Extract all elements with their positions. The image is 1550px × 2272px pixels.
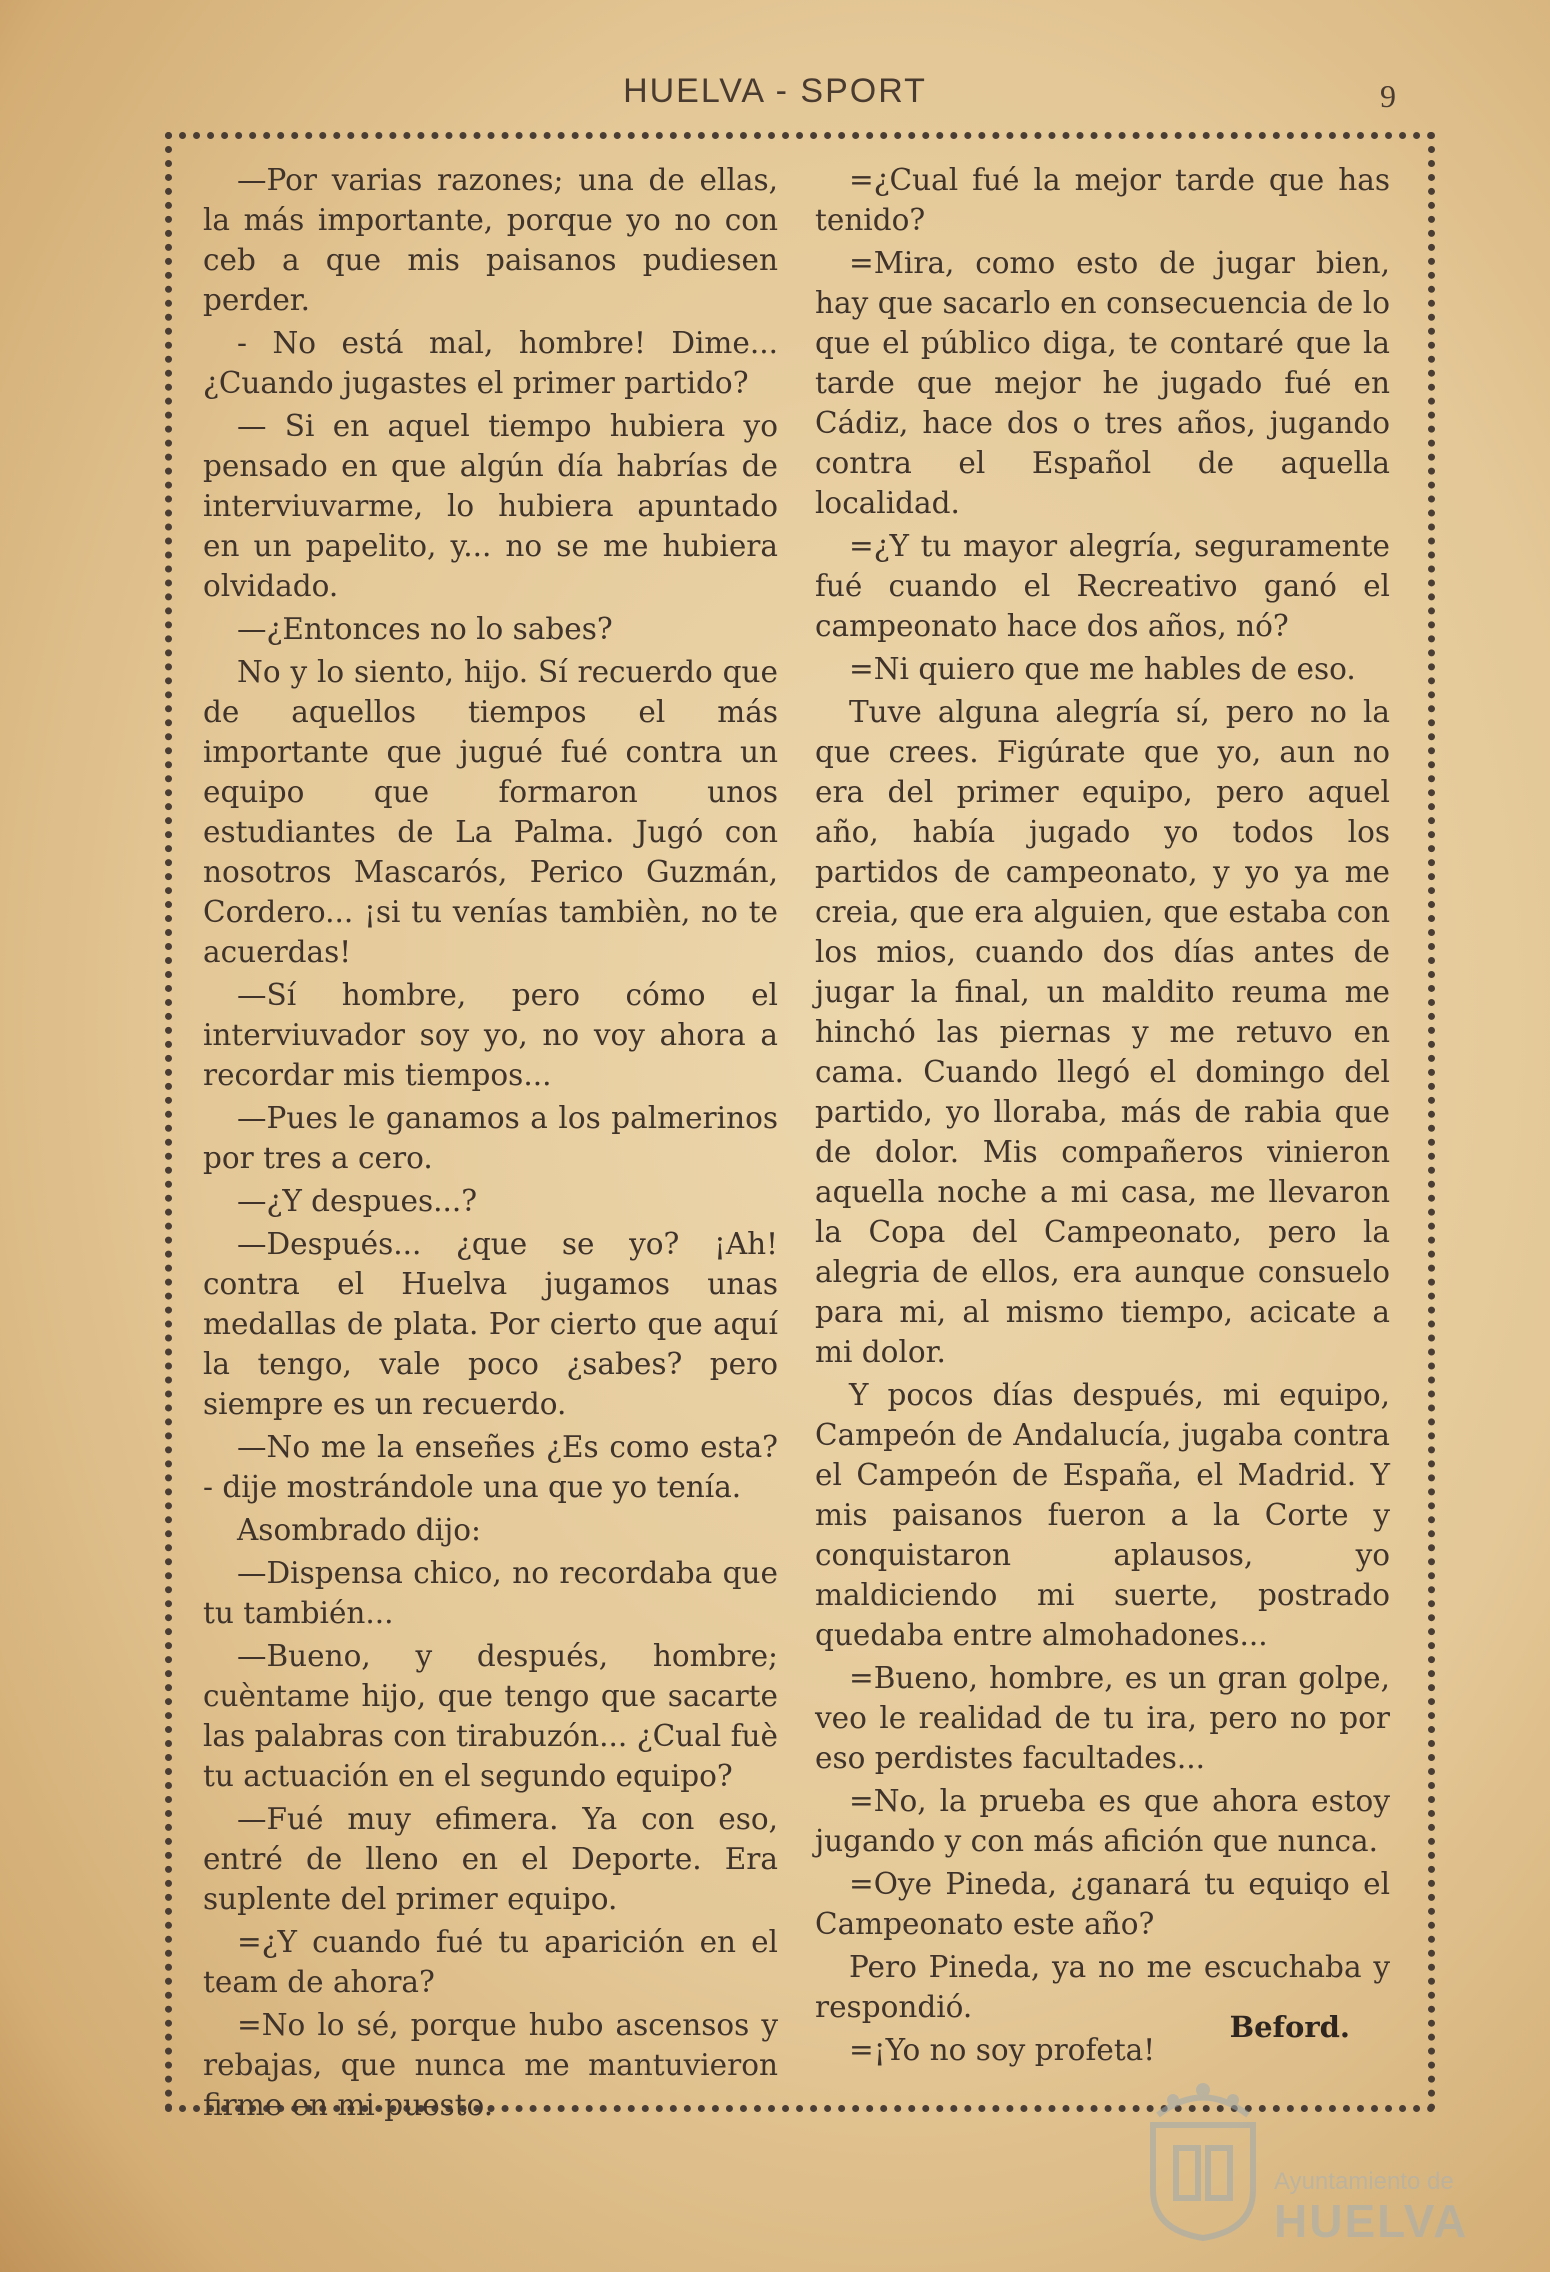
paragraph: —Después... ¿que se yo? ¡Ah! contra el Huelva jugamos unas medallas de plata. Por cierto que aquí la tengo, vale poco ¿sabes? pero siempre es un recuerdo.: [203, 1227, 778, 1421]
paragraph: —¿Y despues...?: [237, 1184, 478, 1218]
paragraph: —Bueno, y después, hombre; cuèntame hijo, que tengo que sacarte las palabras con tirabuzón... ¿Cual fuè tu actuación en el segundo equipo?: [203, 1639, 778, 1793]
paragraph: =¿Cual fué la mejor tarde que has tenido?: [815, 163, 1390, 237]
page-header: [0, 72, 1550, 116]
left-column: [203, 160, 778, 2128]
page-number: 9: [1380, 78, 1396, 114]
paragraph: —Fué muy efimera. Ya con eso, entré de lleno en el Deporte. Era suplente del primer equipo.: [203, 1802, 778, 1916]
paragraph: =Oye Pineda, ¿ganará tu equiqo el Campeonato este año?: [815, 1867, 1390, 1941]
paragraph: Asombrado dijo:: [237, 1513, 481, 1547]
paragraph: =¡Yo no soy profeta!: [849, 2033, 1156, 2067]
paragraph: Tuve alguna alegría sí, pero no la que crees. Figúrate que yo, aun no era del primer equipo, pero aquel año, había jugado yo todos los partidos de campeonato, y yo ya me creia, que era alguien, que estaba con los mios, cuando dos días antes de jugar la final, un maldito reuma me hinchó las piernas y me retuvo en cama. Cuando llegó el domingo del partido, yo lloraba, más de rabia que de dolor. Mis compañeros vinieron aquella noche a mi casa, me llevaron la Copa del Campeonato, pero la alegria de ellos, era aunque consuelo para mi, al mismo tiempo, acicate a mi dolor.: [815, 695, 1390, 1369]
paragraph: —Dispensa chico, no recordaba que tu también...: [203, 1556, 778, 1630]
paragraph: =Ni quiero que me hables de eso.: [849, 652, 1356, 686]
city-crest-icon: [1138, 2070, 1268, 2245]
right-column: [815, 160, 1390, 2073]
paragraph: =Mira, como esto de jugar bien, hay que sacarlo en consecuencia de lo que el público diga, te contaré que la tarde que mejor he jugado fué en Cádiz, hace dos o tres años, jugando contra el Español de aquella localidad.: [815, 246, 1390, 520]
author-signature: Beford.: [1229, 2010, 1350, 2044]
paragraph: — Si en aquel tiempo hubiera yo pensado en que algún día habrías de interviuvarme, lo hubiera apuntado en un papelito, y... no se me hubiera olvidado.: [203, 409, 778, 603]
watermark-logo: [1138, 2070, 1478, 2245]
paragraph: Y pocos días después, mi equipo, Campeón de Andalucía, jugaba contra el Campeón de España, el Madrid. Y mis paisanos fueron a la Corte y conquistaron aplausos, yo maldiciendo mi suerte, postrado quedaba entre almohadones...: [815, 1378, 1390, 1652]
paragraph: —¿Entonces no lo sabes?: [237, 612, 613, 646]
watermark-line2: HUELVA: [1274, 2195, 1469, 2247]
watermark-line1: Ayuntamiento de: [1274, 2168, 1454, 2195]
paragraph: —No me la enseñes ¿Es como esta? - dije mostrándole una que yo tenía.: [203, 1430, 778, 1504]
paragraph: =No, la prueba es que ahora estoy jugando y con más afición que nunca.: [815, 1784, 1390, 1858]
paragraph: No y lo siento, hijo. Sí recuerdo que de aquellos tiempos el más importante que jugué fué contra un equipo que formaron unos estudiantes de La Palma. Jugó con nosotros Mascarós, Perico Guzmán, Cordero... ¡si tu venías tambièn, no te acuerdas!: [203, 655, 778, 969]
paragraph: =¿Y cuando fué tu aparición en el team de ahora?: [203, 1925, 778, 1999]
paragraph: =¿Y tu mayor alegría, seguramente fué cuando el Recreativo ganó el campeonato hace dos años, nó?: [815, 529, 1390, 643]
paragraph: Pero Pineda, ya no me escuchaba y respondió.: [815, 1950, 1390, 2024]
magazine-title: HUELVA - SPORT: [623, 72, 927, 110]
paragraph: =Bueno, hombre, es un gran golpe, veo le realidad de tu ira, pero no por eso perdistes facultades...: [815, 1661, 1390, 1775]
paragraph: —Pues le ganamos a los palmerinos por tres a cero.: [203, 1101, 778, 1175]
paragraph: =No lo sé, porque hubo ascensos y rebajas, que nunca me mantuvieron firme en mi puesto.: [203, 2008, 778, 2122]
paragraph: —Por varias razones; una de ellas, la más importante, porque yo no con ceb a que mis paisanos pudiesen perder.: [203, 163, 778, 317]
paragraph: —Sí hombre, pero cómo el interviuvador soy yo, no voy ahora a recordar mis tiempos...: [203, 978, 778, 1092]
paragraph: - No está mal, hombre! Dime... ¿Cuando jugastes el primer partido?: [203, 326, 778, 400]
